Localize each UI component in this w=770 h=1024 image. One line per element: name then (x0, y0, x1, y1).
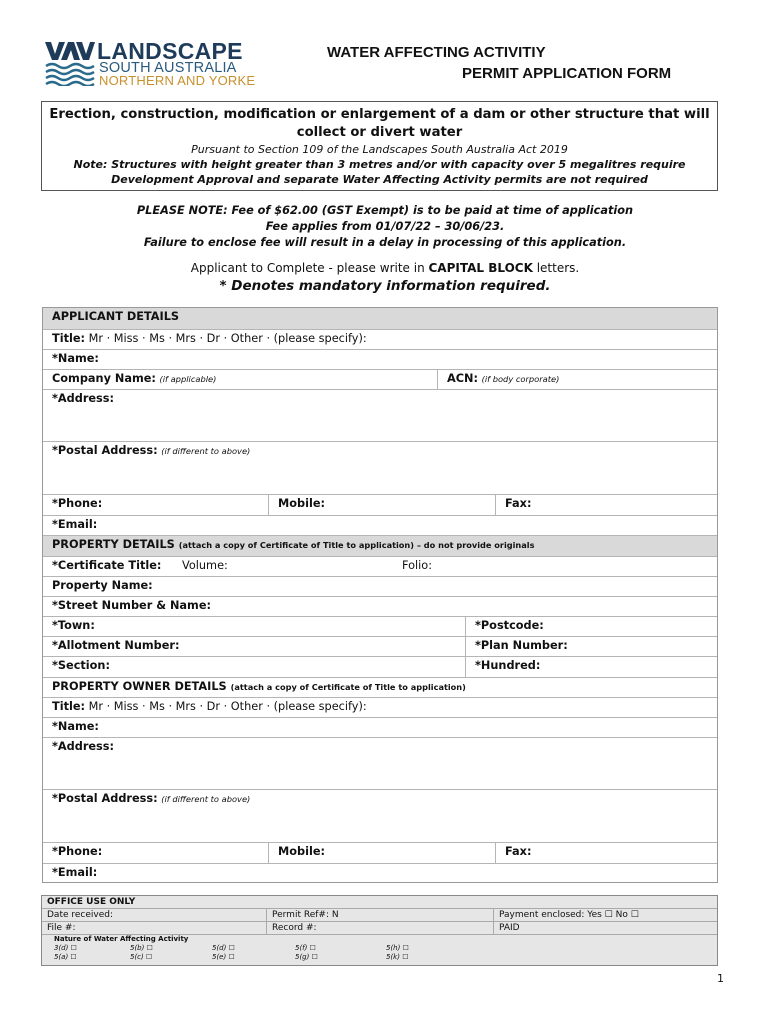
owner-phone-field[interactable]: *Phone: (52, 845, 103, 858)
town-field[interactable]: *Town: (52, 619, 95, 632)
instruction-bold: CAPITAL BLOCK (428, 261, 533, 275)
page-number: 1 (717, 972, 724, 985)
property-name-field[interactable] (43, 576, 717, 596)
landscape-sa-logo (45, 40, 275, 90)
owner-postal-hint: (if different to above) (161, 794, 251, 804)
owner-email-label: *Email: (52, 866, 98, 879)
certificate-title-row[interactable] (43, 556, 717, 576)
logo-text-region: NORTHERN AND YORKE (99, 73, 256, 88)
office-use-box (41, 895, 718, 966)
checkbox-5d: 5(d) ☐ (212, 944, 235, 952)
office-header-label: OFFICE USE ONLY (47, 897, 136, 907)
applicant-header-label: APPLICANT DETAILS (52, 310, 180, 323)
property-header-note: (attach a copy of Certificate of Title to application) – do not provide originals (178, 540, 535, 550)
acn-hint: (if body corporate) (481, 374, 560, 384)
intro-note: Note: Structures with height greater than 3 metres and/or with capacity over 5 megalitres require Development Approval and separate Water Affecting Activity permits are not required (73, 158, 686, 186)
section-row (43, 656, 717, 677)
mandatory-note: * Denotes mandatory information required. (219, 278, 551, 294)
payment-enclosed: Payment enclosed: Yes ☐ No ☐ (493, 909, 717, 921)
hundred-field[interactable]: *Hundred: (465, 657, 717, 677)
owner-section-header (43, 677, 717, 697)
applicant-phone-field[interactable]: *Phone: (52, 497, 103, 510)
owner-name-label: *Name: (52, 720, 99, 733)
company-name-hint: (if applicable) (159, 374, 217, 384)
form-title-line1: WATER AFFECTING ACTIVITIY (327, 44, 546, 61)
fee-note-line1: PLEASE NOTE: Fee of $62.00 (GST Exempt) is to be paid at time of application (136, 204, 634, 217)
applicant-phone-row (43, 494, 717, 515)
applicant-mobile-field[interactable]: Mobile: (268, 495, 495, 515)
folio-field[interactable]: Folio: (402, 559, 433, 572)
applicant-section-header (43, 308, 717, 329)
checkbox-5h: 5(h) ☐ (386, 944, 409, 952)
acn-field[interactable] (437, 370, 717, 389)
intro-pursuant: Pursuant to Section 109 of the Landscapes South Australia Act 2019 (191, 143, 568, 156)
permit-ref: Permit Ref#: N (266, 909, 493, 921)
checkbox-5f: 5(f) ☐ (295, 944, 316, 952)
postcode-field[interactable]: *Postcode: (465, 617, 717, 636)
checkbox-5g: 5(g) ☐ (295, 953, 318, 961)
owner-address-label: *Address: (52, 740, 115, 753)
owner-title-options[interactable]: Mr · Miss · Ms · Mrs · Dr · Other · (please specify): (88, 700, 367, 713)
checkbox-3d: 3(d) ☐ (54, 944, 77, 952)
logo-text-landscape: LANDSCAPE (97, 38, 243, 64)
property-header-label: PROPERTY DETAILS (52, 538, 175, 551)
street-label: *Street Number & Name: (52, 599, 212, 612)
instruction-suffix: letters. (532, 261, 580, 275)
applicant-company-row (43, 369, 717, 389)
nature-of-activity (42, 935, 717, 964)
office-header (42, 896, 717, 909)
fee-note-line3: Failure to enclose fee will result in a delay in processing of this application. (143, 236, 627, 249)
plan-number-field[interactable]: *Plan Number: (465, 637, 717, 656)
logo-text-south-australia: SOUTH AUSTRALIA (99, 60, 237, 76)
owner-email-field[interactable] (43, 863, 717, 882)
applicant-fax-field[interactable]: Fax: (495, 495, 717, 515)
applicant-postal-label: *Postal Address: (52, 444, 158, 457)
paid-label: PAID (493, 922, 717, 934)
checkbox-5k: 5(k) ☐ (386, 953, 409, 961)
owner-title-row[interactable] (43, 697, 717, 717)
applicant-address-label: *Address: (52, 392, 115, 405)
applicant-postal-field[interactable] (43, 441, 717, 494)
applicant-title-options[interactable]: Mr · Miss · Ms · Mrs · Dr · Other · (please specify): (88, 332, 367, 345)
applicant-address-field[interactable] (43, 389, 717, 441)
owner-postal-field[interactable] (43, 789, 717, 842)
volume-field[interactable]: Volume: (182, 559, 228, 572)
applicant-instruction (0, 261, 770, 275)
allotment-row (43, 636, 717, 656)
applicant-name-field[interactable] (43, 349, 717, 369)
company-name-label: Company Name: (52, 372, 156, 385)
owner-name-field[interactable] (43, 717, 717, 737)
owner-phone-row (43, 842, 717, 863)
section-field[interactable]: *Section: (52, 659, 110, 672)
file-number: File #: (47, 923, 76, 933)
checkbox-5e: 5(e) ☐ (212, 953, 235, 961)
applicant-email-label: *Email: (52, 518, 98, 531)
instruction-prefix: Applicant to Complete - please write in (190, 261, 429, 275)
owner-fax-field[interactable]: Fax: (495, 843, 717, 863)
applicant-email-field[interactable] (43, 515, 717, 535)
application-form (42, 307, 718, 883)
town-row (43, 616, 717, 636)
street-field[interactable] (43, 596, 717, 616)
owner-address-field[interactable] (43, 737, 717, 789)
property-name-label: Property Name: (52, 579, 153, 592)
owner-postal-label: *Postal Address: (52, 792, 158, 805)
office-row-2 (42, 922, 717, 935)
office-row-1 (42, 909, 717, 922)
allotment-field[interactable]: *Allotment Number: (52, 639, 180, 652)
owner-mobile-field[interactable]: Mobile: (268, 843, 495, 863)
checkbox-5c: 5(c) ☐ (130, 953, 153, 961)
date-received: Date received: (47, 910, 114, 920)
intro-heading: Erection, construction, modification or enlargement of a dam or other structure that will collect or divert water (49, 107, 710, 140)
property-section-header (43, 535, 717, 556)
checkbox-5b: 5(b) ☐ (130, 944, 153, 952)
applicant-title-row[interactable] (43, 329, 717, 349)
owner-header-note: (attach a copy of Certificate of Title to application) (230, 682, 466, 692)
checkbox-5a: 5(a) ☐ (54, 953, 77, 961)
applicant-title-label: Title: (52, 332, 86, 345)
nature-checkboxes (54, 944, 717, 964)
acn-label: ACN: (447, 372, 479, 385)
intro-box (41, 101, 718, 191)
applicant-postal-hint: (if different to above) (161, 446, 251, 456)
company-name-field[interactable] (43, 370, 437, 389)
nature-title: Nature of Water Affecting Activity (54, 935, 189, 943)
record-number: Record #: (266, 922, 493, 934)
owner-title-label: Title: (52, 700, 86, 713)
applicant-name-label: *Name: (52, 352, 99, 365)
certificate-title-label: *Certificate Title: (52, 559, 162, 572)
logo-wave-icon (45, 40, 95, 86)
form-title-line2: PERMIT APPLICATION FORM (462, 65, 672, 82)
owner-header-label: PROPERTY OWNER DETAILS (52, 680, 227, 693)
fee-note-line2: Fee applies from 01/07/22 – 30/06/23. (265, 220, 505, 233)
